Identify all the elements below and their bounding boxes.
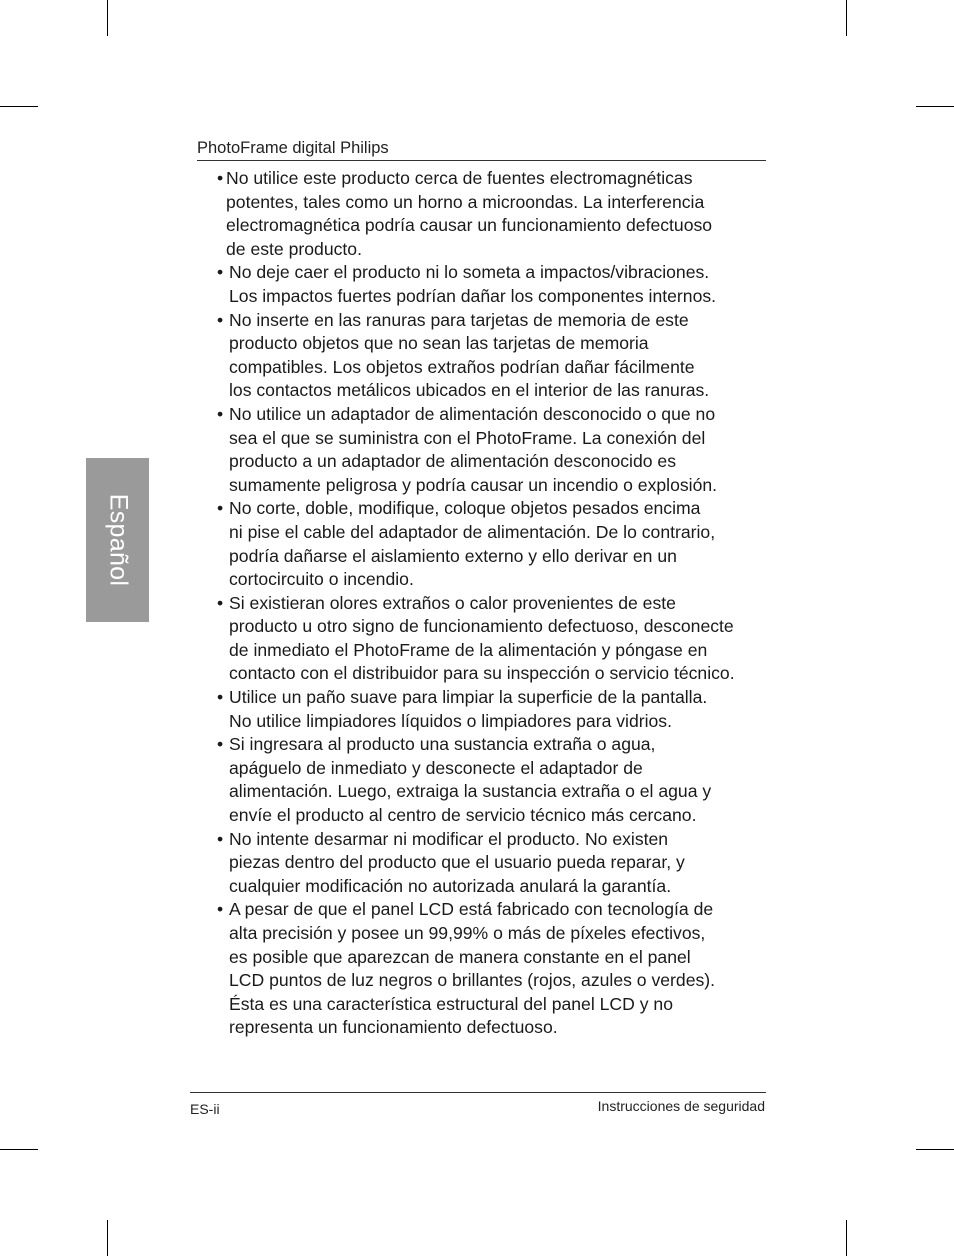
bullet-icon: • (217, 262, 224, 283)
bullet-icon: • (217, 734, 224, 755)
list-item: • No corte, doble, modifique, coloque objetos pesados encima ni pise el cable del adaptador de alimentación. De lo contrario, podría dañarse el aislamiento externo y ello derivar en un cortocircuito o incendio. (213, 497, 773, 591)
bullet-icon: • (217, 592, 224, 613)
list-item: • No deje caer el producto ni lo someta a impactos/vibraciones. Los impactos fuertes podrían dañar los componentes internos. (213, 261, 773, 308)
running-header: PhotoFrame digital Philips (197, 137, 766, 161)
list-item: • No utilice este producto cerca de fuentes electromagnéticas potentes, tales como un horno a microondas. La interferencia electromagnética podría causar un funcionamiento defectuoso de este producto. (213, 167, 773, 261)
language-tab (86, 458, 149, 622)
crop-mark (107, 0, 108, 36)
list-item: • Utilice un paño suave para limpiar la superficie de la pantalla. No utilice limpiadores líquidos o limpiadores para vidrios. (213, 686, 773, 733)
list-item: • A pesar de que el panel LCD está fabricado con tecnología de alta precisión y posee un 99,99% o más de píxeles efectivos, es posible que aparezcan de manera constante en el panel LCD puntos de luz negros o brillantes (rojos, azules o verdes). Ésta es una característica estructural del panel LCD y no representa un funcionamiento defectuoso. (213, 898, 773, 1040)
bullet-icon: • (217, 309, 224, 330)
bullet-icon: • (217, 498, 224, 519)
crop-mark (916, 1149, 954, 1150)
bullet-icon: • (217, 687, 224, 708)
safety-instructions (213, 167, 773, 1040)
footer-divider (190, 1092, 766, 1093)
language-tab-label: Español (104, 493, 132, 587)
crop-mark (846, 1220, 847, 1256)
list-item: • No inserte en las ranuras para tarjetas de memoria de este producto objetos que no sean las tarjetas de memoria compatibles. Los objetos extraños podrían dañar fácilmente los contactos metálicos ubicados en el interior de las ranuras. (213, 309, 773, 403)
page-number: ES-ii (190, 1101, 220, 1117)
bullet-icon: • (217, 899, 224, 920)
list-item: • No utilice un adaptador de alimentación desconocido o que no sea el que se suministra con el PhotoFrame. La conexión del producto a un adaptador de alimentación desconocido es sumamente peligrosa y podría causar un incendio o explosión. (213, 403, 773, 497)
section-title: Instrucciones de seguridad (597, 1098, 765, 1114)
bullet-icon: • (217, 403, 224, 424)
crop-mark (0, 106, 38, 107)
bullet-list (213, 167, 773, 1040)
bullet-icon: • (217, 168, 224, 188)
crop-mark (846, 0, 847, 36)
list-item: • Si ingresara al producto una sustancia extraña o agua, apáguelo de inmediato y desconecte el adaptador de alimentación. Luego, extraiga la sustancia extraña o el agua y envíe el producto al centro de servicio técnico más cercano. (213, 733, 773, 827)
bullet-icon: • (217, 828, 224, 849)
list-item: • No intente desarmar ni modificar el producto. No existen piezas dentro del producto que el usuario pueda reparar, y cualquier modificación no autorizada anulará la garantía. (213, 828, 773, 899)
crop-mark (0, 1149, 38, 1150)
list-item: • Si existieran olores extraños o calor provenientes de este producto u otro signo de funcionamiento defectuoso, desconecte de inmediato el PhotoFrame de la alimentación y póngase en contacto con el distribuidor para su inspección o servicio técnico. (213, 592, 773, 686)
crop-mark (107, 1220, 108, 1256)
crop-mark (916, 106, 954, 107)
